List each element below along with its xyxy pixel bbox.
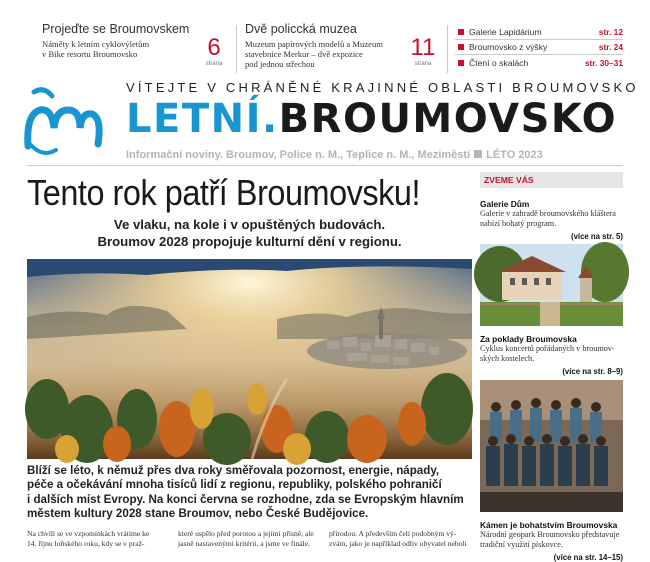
teaser-list-item[interactable]: Broumovsko z výšky str. 24 (455, 40, 623, 55)
divider (236, 25, 237, 73)
article-body-column-2: které uspělo před porotou a jejími přísně, ale jasně nastavenými kritérii, a jsme ve finále. (178, 529, 314, 548)
teaser-list-item[interactable]: Galerie Lapidárium str. 12 (455, 25, 623, 40)
masthead-tagline: VÍTEJTE V CHRÁNĚNÉ KRAJINNÉ OBLASTI BROUMOVSKO (126, 80, 639, 95)
article-lead: Blíží se léto, k němuž přes dva roky směřovala pozornost, energie, nápady, péče a očekávání mnoha tisíců lidí z regionu, republiky, polského pohraničí i dalších míst Evropy. Na konci června se rozhodne, zda se Evropským hlavním městem kultury 2028 stane Broumov, nebo České Budějovice. (27, 464, 464, 521)
sidebar-events (480, 172, 623, 562)
sidebar-item-title: Kámen je bohatstvím Broumovska (480, 520, 618, 530)
divider (27, 165, 623, 166)
teaser-description: Náměty k letním cyklovýletům v Bike resortu Broumovsko (42, 39, 150, 59)
page-number: 6 (207, 34, 221, 61)
teaser-list (455, 25, 623, 70)
monastery-garden-photo (480, 244, 623, 326)
page-number: 11 (410, 34, 436, 61)
sidebar-item-more-link[interactable]: (více na str. 8–9) (562, 367, 623, 376)
page-word: strana (414, 61, 432, 67)
sidebar-item-more-link[interactable]: (více na str. 5) (570, 232, 623, 241)
sidebar-item-more-link[interactable]: (více na str. 14–15) (553, 553, 623, 562)
article-headline: Tento rok patří Broumovsku! (27, 172, 421, 213)
sidebar-item-concerts[interactable] (480, 334, 623, 376)
page-word: strana (205, 61, 223, 67)
teaser-title: Dvě policcká muzea (245, 22, 357, 36)
teaser-description: Muzeum papírových modelů a Muzeum stavebnice Merkur – dvě expozice pod jednou střechou (245, 39, 383, 69)
masthead-title-part2: BROUMOVSKO (278, 96, 618, 142)
sidebar-item-title: Galerie Dům (480, 199, 530, 209)
divider (447, 25, 448, 73)
broumovsko-logo-icon (22, 84, 106, 162)
sidebar-item-text: Galerie v zahradě broumovského kláštera nabízí bohatý program. (480, 209, 616, 228)
article-dek: Ve vlaku, na kole i v opuštěných budovách. Broumov 2028 propojuje kulturní dění v regionu. (97, 217, 402, 249)
teaser-page-ref (407, 36, 439, 67)
masthead-title-part1: LETNÍ. (126, 96, 279, 142)
teaser-title: Projeďte se Broumovskem (42, 22, 190, 36)
sidebar-item-text: Národní geopark Broumovsko představuje tradiční využití pískovce. (480, 530, 620, 549)
article-body-column-3: přírodou. A především čelí podobným vý- zvám, jako je například odliv obyvatel neboli (329, 529, 467, 548)
sidebar-item-text: Cyklus koncertů pořádaných v broumov- ských kostelech. (480, 344, 615, 363)
masthead-title (126, 95, 617, 143)
article-body-column-1: Na chvíli se ve vzpomínkách vrátíme ke 14. říjnu loňského roku, kdy se v praž- (27, 529, 150, 548)
town-aerial-photo (27, 259, 472, 459)
sidebar-item-geopark[interactable] (480, 520, 623, 562)
sidebar-header: ZVEME VÁS (480, 172, 623, 188)
sidebar-item-galerie[interactable] (480, 199, 623, 241)
teaser-museums[interactable] (245, 22, 405, 77)
sidebar-item-title: Za poklady Broumovska (480, 334, 577, 344)
masthead-subtitle: Informační noviny. Broumov, Police n. M., Teplice n. M., Meziměstí LÉTO 2023 (126, 149, 543, 161)
teaser-list-item[interactable]: Čtení o skalách str. 30–31 (455, 55, 623, 70)
choir-concert-photo (480, 380, 623, 512)
teaser-page-ref (200, 36, 228, 67)
teaser-cycling[interactable] (42, 22, 222, 77)
